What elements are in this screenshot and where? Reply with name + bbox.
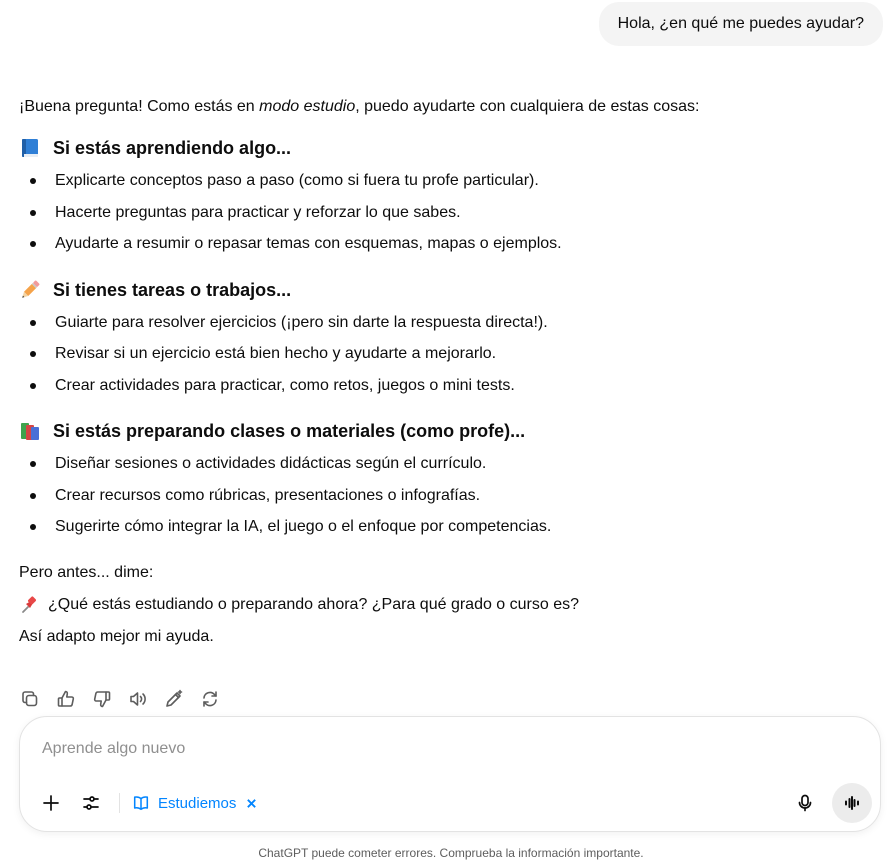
section-title-text: Si estás aprendiendo algo... — [53, 138, 292, 158]
regenerate-icon[interactable] — [199, 688, 221, 710]
study-mode-chip[interactable] — [126, 787, 264, 819]
section-title — [19, 277, 869, 303]
voice-waveform-icon — [842, 793, 862, 813]
edit-in-canvas-icon[interactable] — [163, 688, 185, 710]
list-item: Hacerte preguntas para practicar y reforzar lo que sabes. — [19, 197, 869, 229]
intro-text: ¡Buena pregunta! Como estás en — [19, 98, 260, 115]
list-item: Crear actividades para practicar, como retos, juegos o mini tests. — [19, 370, 869, 402]
section-list — [19, 307, 869, 402]
blue-book-icon — [19, 137, 41, 159]
dictate-button[interactable] — [787, 785, 823, 821]
composer-divider — [119, 793, 120, 813]
pencil-icon — [19, 279, 41, 301]
study-mode-label: Estudiemos — [158, 794, 237, 812]
list-item: Crear recursos como rúbricas, presentaciones o infografías. — [19, 480, 869, 512]
voice-mode-button[interactable] — [832, 783, 872, 823]
list-item: Revisar si un ejercicio está bien hecho y ayudarte a mejorarlo. — [19, 338, 869, 370]
assistant-message — [19, 96, 869, 653]
intro-emphasis: modo estudio — [259, 98, 356, 115]
thumbs-up-icon[interactable] — [55, 688, 77, 710]
sliders-icon — [81, 793, 101, 813]
microphone-icon — [795, 793, 815, 813]
disclaimer: ChatGPT puede cometer errores. Comprueba la información importante. — [258, 846, 644, 860]
plus-icon — [41, 793, 61, 813]
outro-question: ¿Qué estás estudiando o preparando ahora? ¿Para qué grado o curso es? — [48, 595, 580, 613]
remove-mode-icon[interactable] — [244, 796, 258, 810]
assistant-outro — [19, 557, 869, 653]
list-item: Ayudarte a resumir o repasar temas con esquemas, mapas o ejemplos. — [19, 228, 869, 260]
user-message-bubble: Hola, ¿en qué me puedes ayudar? — [599, 2, 883, 46]
outro-question-line — [19, 589, 869, 621]
tools-button[interactable] — [73, 785, 109, 821]
books-icon — [19, 420, 41, 442]
pushpin-icon — [19, 595, 39, 615]
add-attachment-button[interactable] — [33, 785, 69, 821]
copy-icon[interactable] — [19, 688, 41, 710]
prompt-input[interactable] — [42, 737, 822, 761]
section-title-text: Si estás preparando clases o materiales (como profe)... — [53, 421, 526, 441]
section-list — [19, 448, 869, 543]
composer — [19, 716, 881, 832]
section-teaching — [19, 418, 869, 543]
thumbs-down-icon[interactable] — [91, 688, 113, 710]
section-list — [19, 165, 869, 260]
section-homework — [19, 277, 869, 402]
list-item: Guiarte para resolver ejercicios (¡pero sin darte la respuesta directa!). — [19, 307, 869, 339]
list-item: Diseñar sesiones o actividades didácticas según el currículo. — [19, 448, 869, 480]
section-learning — [19, 135, 869, 260]
message-actions — [19, 688, 221, 710]
outro-line: Pero antes... dime: — [19, 563, 154, 581]
section-title — [19, 135, 869, 161]
intro-text-end: , puedo ayudarte con cualquiera de estas cosas: — [355, 98, 700, 115]
section-title-text: Si tienes tareas o trabajos... — [53, 279, 292, 300]
open-book-icon — [132, 794, 150, 812]
read-aloud-icon[interactable] — [127, 688, 149, 710]
list-item: Sugerirte cómo integrar la IA, el juego o el enfoque por competencias. — [19, 511, 869, 543]
outro-line: Así adapto mejor mi ayuda. — [19, 627, 214, 645]
assistant-intro — [19, 96, 869, 118]
list-item: Explicarte conceptos paso a paso (como si fuera tu profe particular). — [19, 165, 869, 197]
section-title — [19, 418, 869, 444]
